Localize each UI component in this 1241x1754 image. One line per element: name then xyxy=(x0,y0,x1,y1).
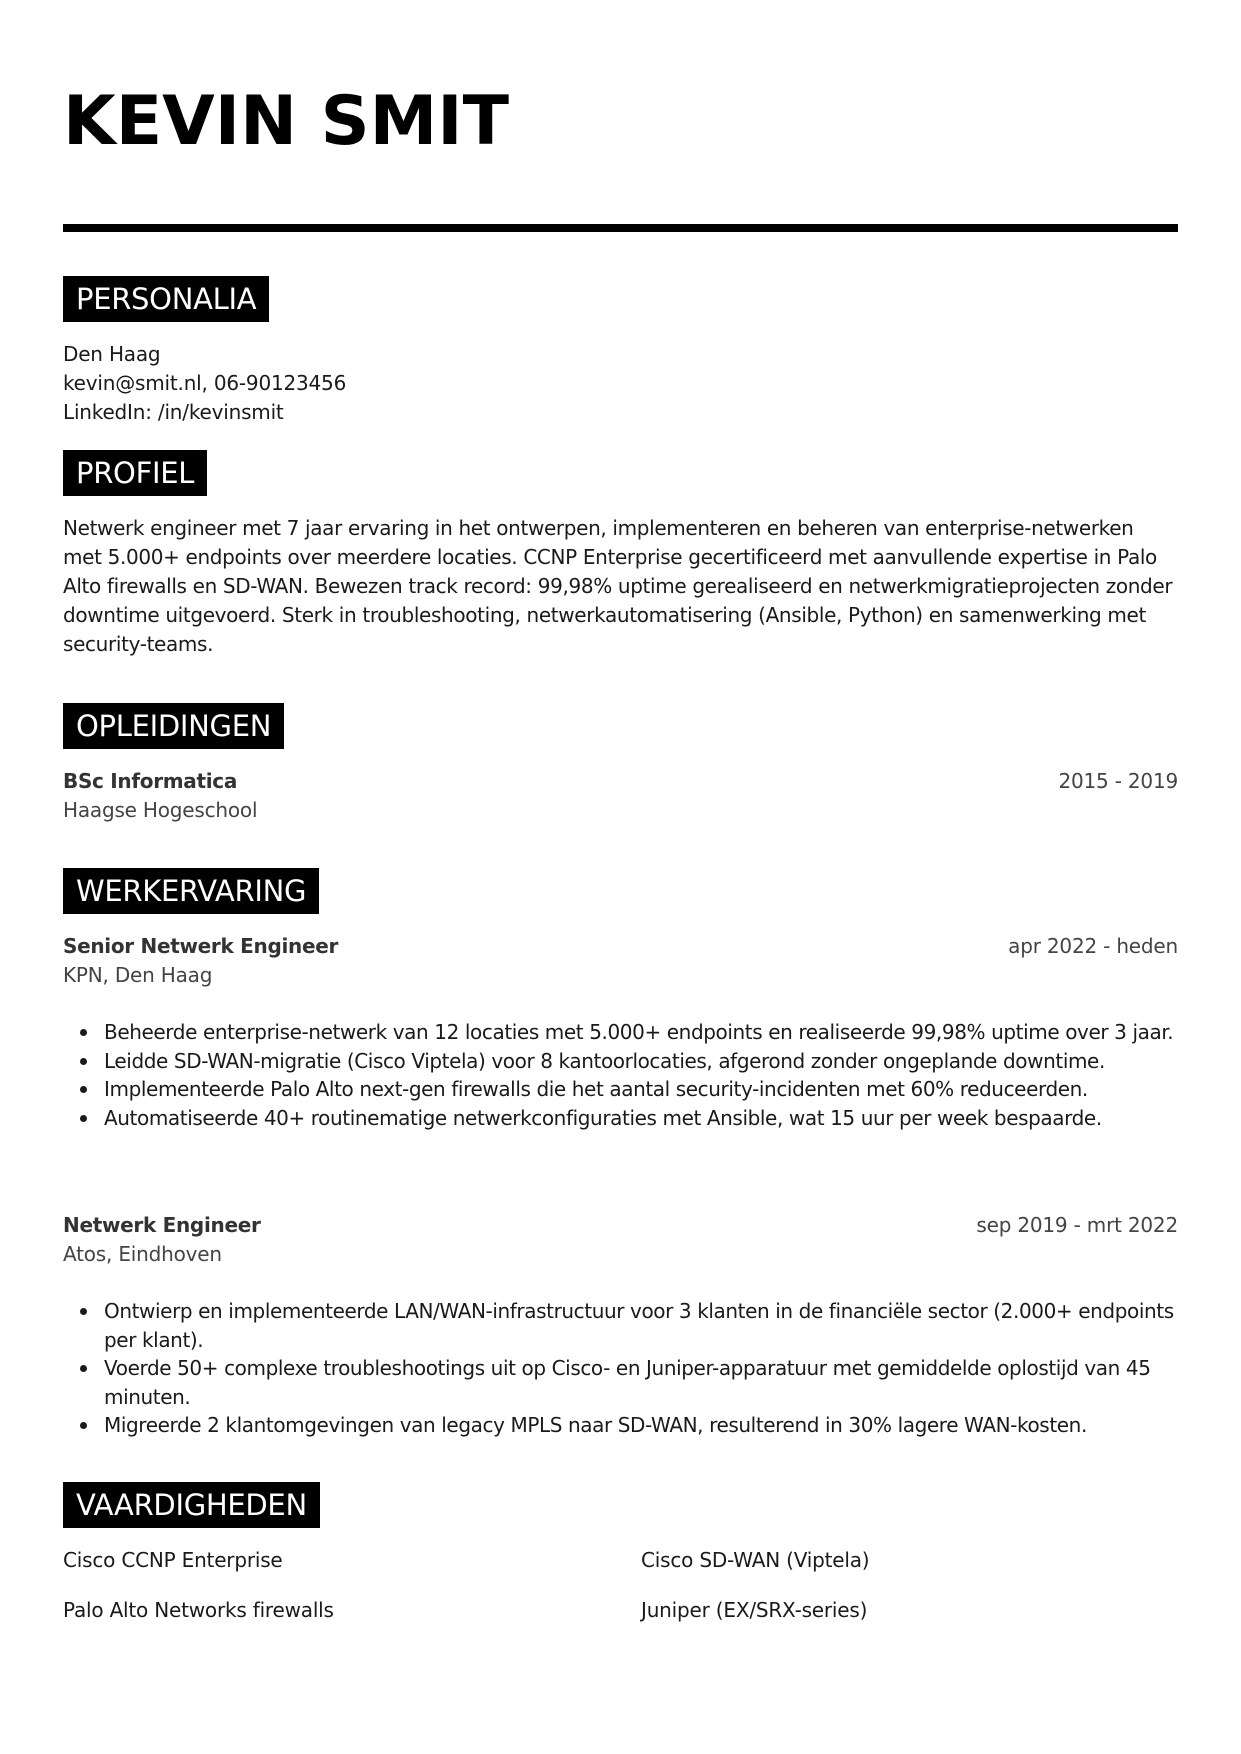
personal-city: Den Haag xyxy=(63,342,161,366)
profile-summary: Netwerk engineer met 7 jaar ervaring in het ontwerpen, implementeren en beheren van enterprise-netwerken met 5.000+ endpoints over meerdere locaties. CCNP Enterprise gecertificeerd met aanvullende expertise in Palo Alto firewalls en SD-WAN. Bewezen track record: 99,98% uptime gerealiseerd en netwerkmigratieprojecten zonder downtime uitgevoerd. Sterk in troubleshooting, netwerkautomatisering (Ansible, Python) en samenwerking met security-teams. xyxy=(63,516,1173,656)
candidate-name: KEVIN SMIT xyxy=(63,82,509,161)
job-company: Atos, Eindhoven xyxy=(63,1242,222,1266)
education-title: BSc Informatica xyxy=(63,769,238,793)
skill-item: Palo Alto Networks firewalls xyxy=(63,1598,334,1622)
skill-item: Juniper (EX/SRX-series) xyxy=(641,1598,868,1622)
education-institution: Haagse Hogeschool xyxy=(63,798,258,822)
job-bullet: Ontwierp en implementeerde LAN/WAN-infrastructuur voor 3 klanten in de financiële sector (2.000+ endpoints per klant). xyxy=(104,1297,1178,1354)
section-heading-werkervaring: WERKERVARING xyxy=(63,868,319,914)
skill-item: Cisco CCNP Enterprise xyxy=(63,1548,283,1572)
personal-linkedin: LinkedIn: /in/kevinsmit xyxy=(63,400,284,424)
job-company: KPN, Den Haag xyxy=(63,963,213,987)
job-bullet: Voerde 50+ complexe troubleshootings uit op Cisco- en Juniper-apparatuur met gemiddelde oplostijd van 45 minuten. xyxy=(104,1354,1178,1411)
job-bullet: Implementeerde Palo Alto next-gen firewalls die het aantal security-incidenten met 60% reduceerden. xyxy=(104,1075,1178,1104)
job-bullets xyxy=(63,1297,1178,1440)
job-bullet: Leidde SD-WAN-migratie (Cisco Viptela) voor 8 kantoorlocaties, afgerond zonder ongeplande downtime. xyxy=(104,1047,1178,1076)
job-dates: sep 2019 - mrt 2022 xyxy=(976,1213,1178,1237)
job-bullet: Automatiseerde 40+ routinematige netwerkconfiguraties met Ansible, wat 15 uur per week bespaarde. xyxy=(104,1104,1178,1133)
section-heading-personalia: PERSONALIA xyxy=(63,276,269,322)
section-heading-vaardigheden: VAARDIGHEDEN xyxy=(63,1482,320,1528)
personal-contact: kevin@smit.nl, 06-90123456 xyxy=(63,371,347,395)
job-dates: apr 2022 - heden xyxy=(1008,934,1178,958)
job-bullets xyxy=(63,1018,1178,1132)
skill-item: Cisco SD-WAN (Viptela) xyxy=(641,1548,870,1572)
job-title: Netwerk Engineer xyxy=(63,1213,261,1237)
section-heading-profiel: PROFIEL xyxy=(63,450,207,496)
education-dates: 2015 - 2019 xyxy=(1058,769,1178,793)
header-divider xyxy=(63,224,1178,232)
job-bullet: Beheerde enterprise-netwerk van 12 locaties met 5.000+ endpoints en realiseerde 99,98% uptime over 3 jaar. xyxy=(104,1018,1178,1047)
section-heading-opleidingen: OPLEIDINGEN xyxy=(63,703,284,749)
job-title: Senior Netwerk Engineer xyxy=(63,934,339,958)
job-bullet: Migreerde 2 klantomgevingen van legacy MPLS naar SD-WAN, resulterend in 30% lagere WAN-kosten. xyxy=(104,1411,1178,1440)
